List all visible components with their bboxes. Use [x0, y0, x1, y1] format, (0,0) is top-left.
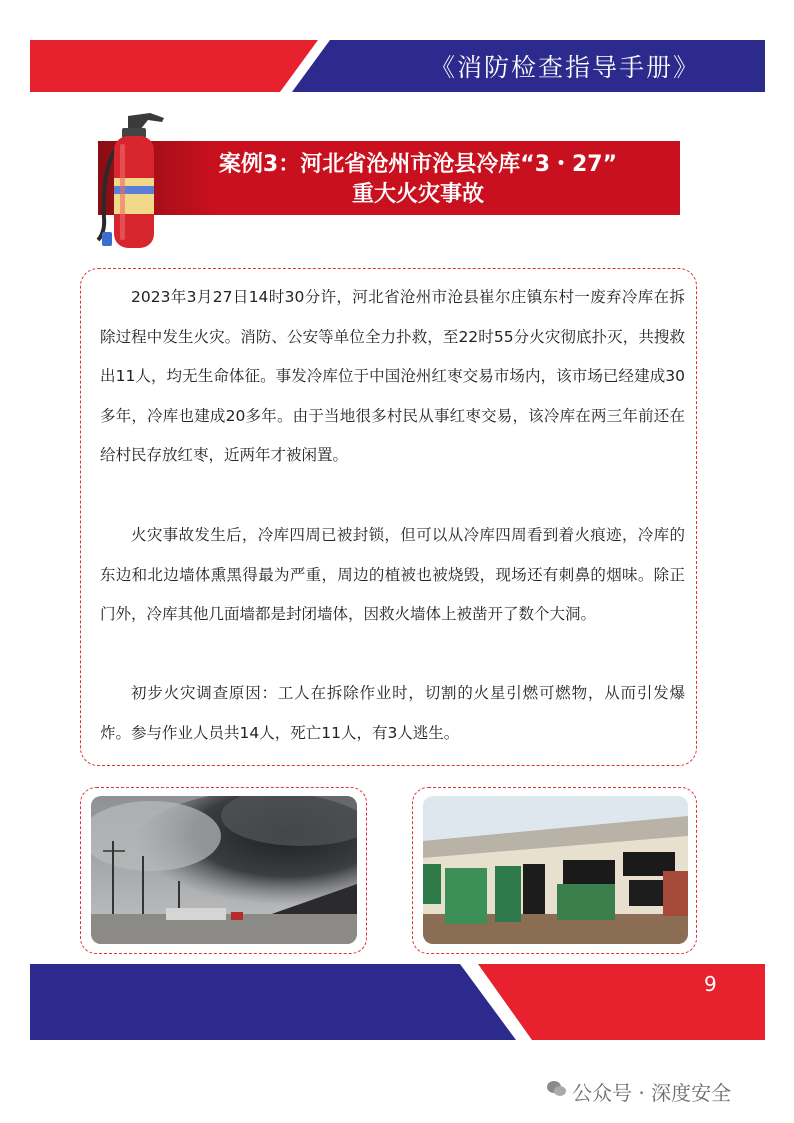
- paragraph-3: 初步火灾调查原因：工人在拆除作业时，切割的火星引燃可燃物，从而引发爆炸。参与作业人员共14人，死亡11人，有3人逃生。: [100, 684, 685, 742]
- case-title-line2: 重大火灾事故: [351, 182, 484, 207]
- wechat-icon: [546, 1078, 568, 1100]
- smoke-photo: [91, 796, 357, 944]
- damaged-wall-photo: [423, 796, 688, 944]
- case-title: [168, 150, 668, 210]
- case-title-line1: 案例3：河北省沧州市沧县冷库“3・27”: [218, 152, 618, 177]
- watermark-text: 公众号 · 深度安全: [572, 1081, 732, 1105]
- page-number: 9: [704, 972, 717, 996]
- manual-title: 《消防检查指导手册》: [430, 53, 701, 82]
- paragraph-1: 2023年3月27日14时30分许，河北省沧州市沧县崔尔庄镇东村一废弃冷库在拆除过程中发生火灾。消防、公安等单位全力扑救，至22时55分火灾彻底扑灭，共搜救出11人，均无生命体征。事发冷库位于中国沧州红枣交易市场内，该市场已经建成30多年，冷库也建成20多年。由于当地很多村民从事红枣交易，该冷库在两三年前还在给村民存放红枣，近两年才被闲置。: [100, 288, 685, 464]
- fire-extinguisher-icon: [90, 108, 180, 253]
- footer-band: [0, 960, 794, 1050]
- paragraph-2: 火灾事故发生后，冷库四周已被封锁，但可以从冷库四周看到着火痕迹，冷库的东边和北边墙体熏黑得最为严重，周边的植被也被烧毁，现场还有刺鼻的烟味。除正门外，冷库其他几面墙都是封闭墙体，因救火墙体上被凿开了数个大洞。: [100, 526, 685, 623]
